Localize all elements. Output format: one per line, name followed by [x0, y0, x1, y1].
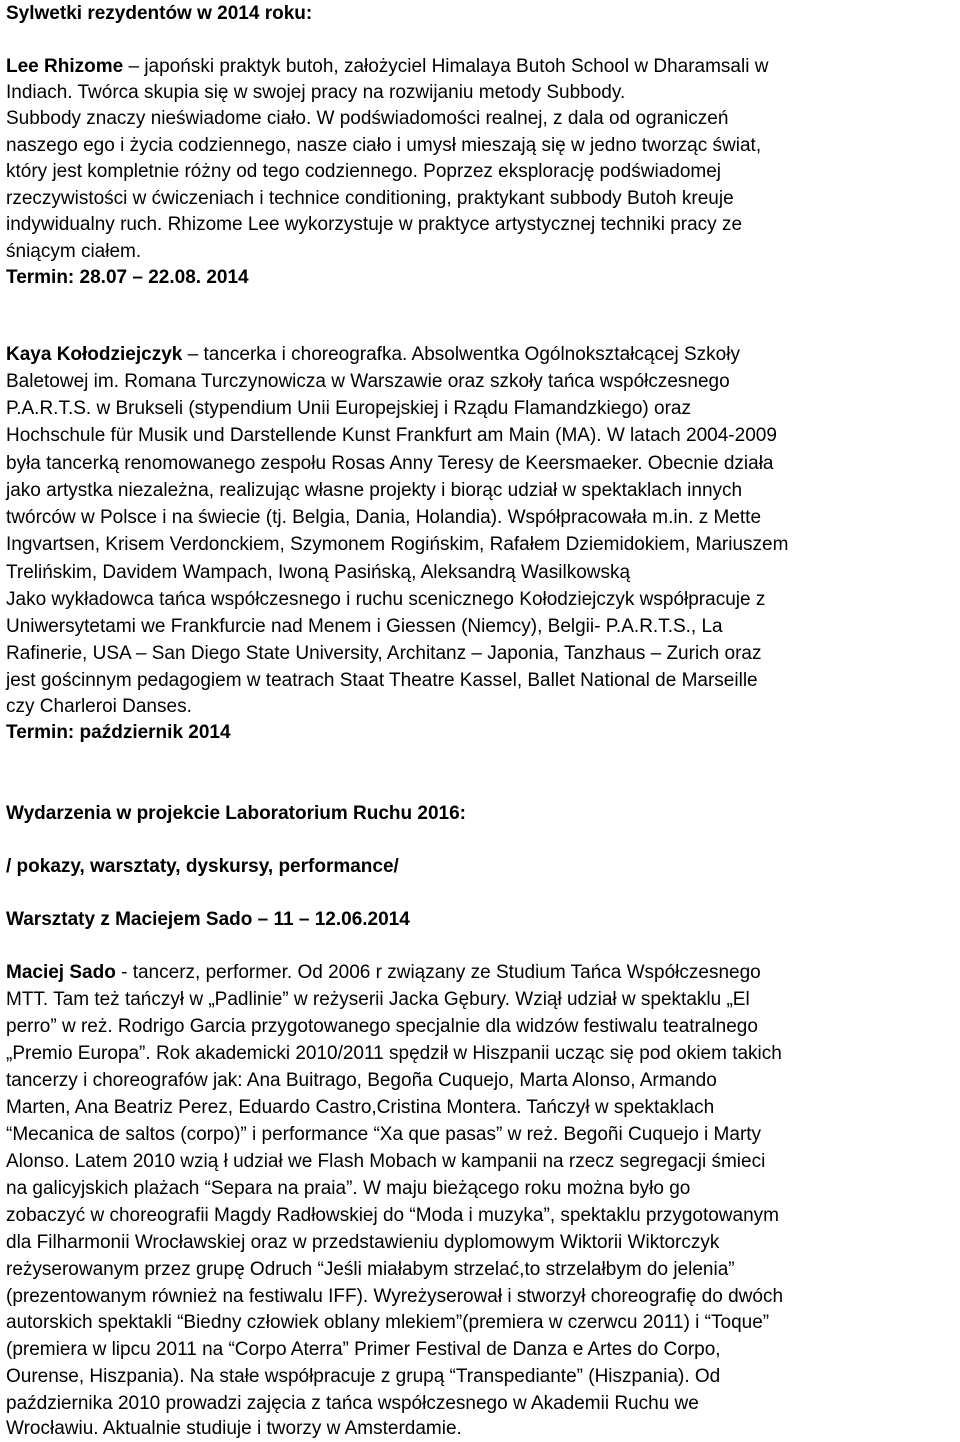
rhizome-bio-line: indywidualny ruch. Rhizome Lee wykorzystuje w praktyce artystycznej techniki pracy ze	[6, 214, 743, 235]
kaya-termin: Termin: październik 2014	[6, 722, 231, 743]
sado-bio-line: Marten, Ana Beatriz Perez, Eduardo Castro,Cristina Montera. Tańczył w spektaklach	[6, 1097, 715, 1118]
sado-bio-line: reżyserowanym przez grupę Odruch “Jeśli miałabym strzelać,to strzelałbym do jelenia”	[6, 1259, 735, 1280]
rhizome-termin: Termin: 28.07 – 22.08. 2014	[6, 267, 249, 288]
kaya-bio-line: Hochschule für Musik und Darstellende Kunst Frankfurt am Main (MA). W latach 2004-2009	[6, 425, 777, 446]
rhizome-bio-line: Subbody znaczy nieświadome ciało. W podświadomości realnej, z dala od ograniczeń	[6, 108, 729, 129]
kaya-bio-line: Jako wykładowca tańca współczesnego i ruchu scenicznego Kołodziejczyk współpracuje z	[6, 589, 766, 610]
sado-bio-line: “Mecanica de saltos (corpo)” i performance “Xa que pasas” w reż. Begoñi Cuquejo i Marty	[6, 1124, 762, 1145]
kaya-bio-line: Ingvartsen, Krisem Verdonckiem, Szymonem Rogińskim, Rafałem Dziemidokiem, Mariuszem	[6, 534, 789, 555]
sado-bio-line: na galicyjskich plażach “Separa na praia”. W maju bieżącego roku można było go	[6, 1178, 691, 1199]
rhizome-bio-line: który jest kompletnie różny od tego codziennego. Poprzez eksplorację podświadomej	[6, 161, 722, 182]
rhizome-bio-line: Lee Rhizome – japoński praktyk butoh, założyciel Himalaya Butoh School w Dharamsali w	[6, 56, 769, 77]
rhizome-bio-line: naszego ego i życia codziennego, nasze ciało i umysł mieszają się w jedno tworząc świat,	[6, 135, 762, 156]
rhizome-bio-line: rzeczywistości w ćwiczeniach i technice conditioning, praktykant subbody Butoh kreuje	[6, 188, 734, 209]
sado-bio-line: autorskich spektakli “Biedny człowiek oblany mlekiem”(premiera w czerwcu 2011) i “Toque”	[6, 1312, 770, 1333]
kaya-bio-line: P.A.R.T.S. w Brukseli (stypendium Unii Europejskiej i Rządu Flamandzkiego) oraz	[6, 398, 691, 419]
sado-bio-line: zobaczyć w choreografii Magdy Radłowskiej do “Moda i muzyka”, spektaklu przygotowanym	[6, 1205, 779, 1226]
sado-name: Maciej Sado	[6, 962, 116, 983]
page-title: Sylwetki rezydentów w 2014 roku:	[6, 3, 313, 24]
kaya-bio-line: Kaya Kołodziejczyk – tancerka i choreografka. Absolwentka Ogólnokształcącej Szkoły	[6, 344, 740, 365]
kaya-bio-line: Uniwersytetami we Frankfurcie nad Menem i Giessen (Niemcy), Belgii- P.A.R.T.S., La	[6, 616, 723, 637]
rhizome-bio-line: Indiach. Twórca skupia się w swojej pracy na rozwijaniu metody Subbody.	[6, 82, 626, 103]
kaya-bio-line: jest gościnnym pedagogiem w teatrach Staat Theatre Kassel, Ballet National de Marseille	[6, 670, 758, 691]
sado-bio-line: (premiera w lipcu 2011 na “Corpo Aterra” Primer Festival de Danza e Artes do Corpo,	[6, 1339, 721, 1360]
sado-bio-line: października 2010 prowadzi zajęcia z tańca współczesnego w Akademii Ruchu we	[6, 1393, 699, 1414]
kaya-bio-line: twórców w Polsce i na świecie (tj. Belgia, Dania, Holandia). Współpracowała m.in. z Mette	[6, 507, 762, 528]
events-types: / pokazy, warsztaty, dyskursy, performance/	[6, 856, 399, 877]
kaya-bio-line: Rafinerie, USA – San Diego State University, Architanz – Japonia, Tanzhaus – Zurich oraz	[6, 643, 762, 664]
kaya-bio-line: Trelińskim, Davidem Wampach, Iwoną Pasińską, Aleksandrą Wasilkowską	[6, 562, 631, 583]
sado-bio-line: (prezentowanym również na festiwalu IFF). Wyreżyserował i stworzył choreografię do dwóch	[6, 1286, 784, 1307]
kaya-bio-line: Baletowej im. Romana Turczynowicza w Warszawie oraz szkoły tańca współczesnego	[6, 371, 730, 392]
sado-bio-line: tancerzy i choreografów jak: Ana Buitrago, Begoña Cuquejo, Marta Alonso, Armando	[6, 1070, 717, 1091]
sado-bio-line: Alonso. Latem 2010 wzią ł udział we Flash Mobach w kampanii na rzecz segregacji śmieci	[6, 1151, 766, 1172]
kaya-bio-line: jako artystka niezależna, realizując własne projekty i biorąc udział w spektaklach innych	[6, 480, 743, 501]
rhizome-bio-line: śniącym ciałem.	[6, 241, 142, 262]
workshop-heading: Warsztaty z Maciejem Sado – 11 – 12.06.2014	[6, 909, 410, 930]
sado-bio-line: perro” w reż. Rodrigo Garcia przygotowanego specjalnie dla widzów festiwalu teatralnego	[6, 1016, 758, 1037]
sado-bio-line: „Premio Europa”. Rok akademicki 2010/2011 spędził w Hiszpanii ucząc się pod okiem takich	[6, 1043, 782, 1064]
kaya-bio-line: czy Charleroi Danses.	[6, 696, 192, 717]
sado-bio-line: MTT. Tam też tańczył w „Padlinie” w reżyserii Jacka Gębury. Wziął udział w spektaklu „El	[6, 989, 750, 1010]
sado-bio-line: Maciej Sado - tancerz, performer. Od 2006 r związany ze Studium Tańca Współczesnego	[6, 962, 761, 983]
sado-bio-line: dla Filharmonii Wrocławskiej oraz w przedstawieniu dyplomowym Wiktorii Wiktorczyk	[6, 1232, 720, 1253]
kaya-name: Kaya Kołodziejczyk	[6, 344, 183, 365]
events-heading: Wydarzenia w projekcie Laboratorium Ruchu 2016:	[6, 803, 466, 824]
kaya-bio-line: była tancerką renomowanego zespołu Rosas Anny Teresy de Keersmaeker. Obecnie działa	[6, 453, 774, 474]
sado-bio-line: Ourense, Hiszpania). Na stałe współpracuje z grupą “Transpediante” (Hiszpania). Od	[6, 1366, 721, 1387]
rhizome-name: Lee Rhizome	[6, 56, 124, 77]
sado-bio-line: Wrocławiu. Aktualnie studiuje i tworzy w Amsterdamie.	[6, 1418, 462, 1439]
